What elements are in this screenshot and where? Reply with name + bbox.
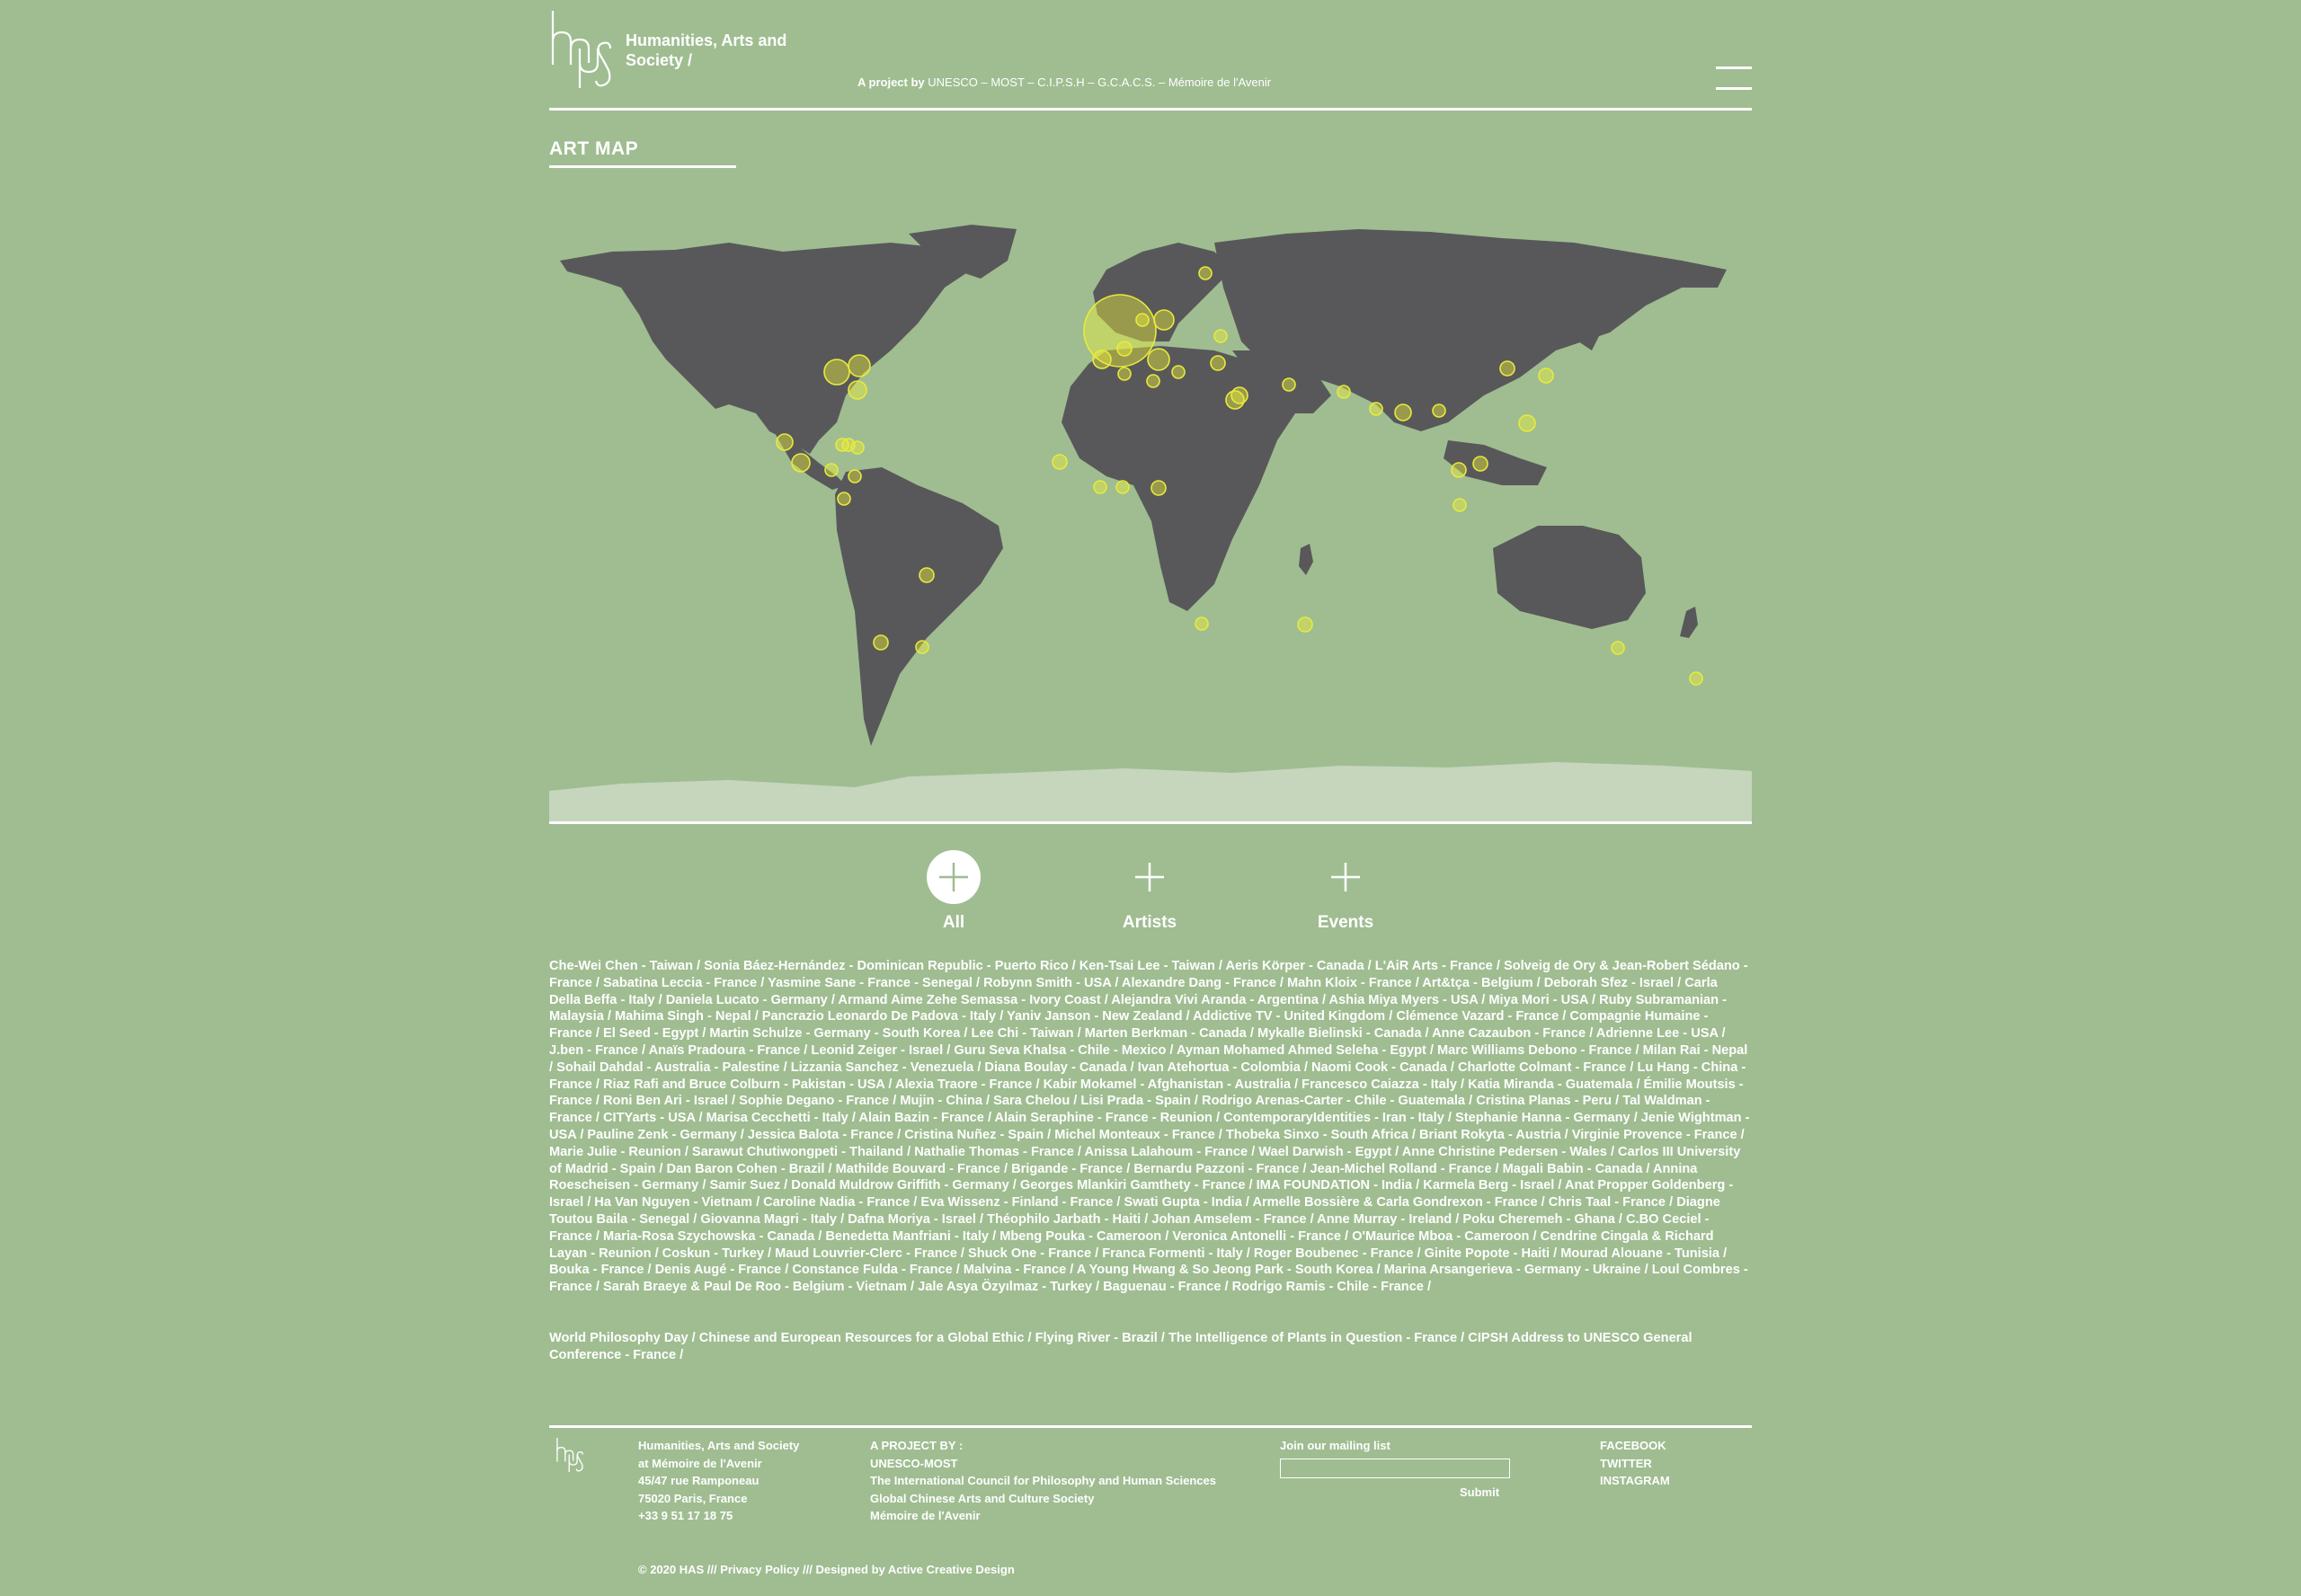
- map-marker[interactable]: [1093, 350, 1111, 368]
- map-marker[interactable]: [1283, 378, 1295, 391]
- filter-all[interactable]: [900, 850, 1008, 933]
- plus-icon: [937, 861, 970, 893]
- madagascar-land: [1299, 544, 1313, 575]
- map-marker[interactable]: [1148, 349, 1169, 370]
- filter-events[interactable]: [1292, 850, 1399, 933]
- project-heading: A PROJECT BY :: [870, 1439, 964, 1452]
- submit-button[interactable]: Submit: [1460, 1485, 1500, 1499]
- map-marker[interactable]: [1539, 368, 1553, 383]
- filter-events-circle: [1319, 850, 1373, 904]
- map-divider: [549, 821, 1752, 824]
- address-line: at Mémoire de l'Avenir: [638, 1456, 762, 1470]
- map-marker[interactable]: [1453, 499, 1466, 511]
- map-marker[interactable]: [1690, 672, 1702, 685]
- map-marker[interactable]: [1298, 617, 1312, 632]
- project-link[interactable]: UNESCO-MOST: [870, 1456, 958, 1470]
- south-america-land: [835, 467, 1003, 746]
- map-marker[interactable]: [848, 381, 866, 399]
- project-link[interactable]: Global Chinese Arts and Culture Society: [870, 1491, 1095, 1505]
- north-america-land: [560, 243, 972, 454]
- project-link[interactable]: The International Council for Philosophy and Human Sciences: [870, 1474, 1216, 1487]
- map-marker[interactable]: [1433, 404, 1445, 417]
- footer-address: [638, 1437, 799, 1525]
- site-footer: [549, 1425, 1752, 1590]
- footer-project: [870, 1437, 1216, 1525]
- map-marker[interactable]: [1452, 463, 1466, 477]
- map-marker[interactable]: [1172, 366, 1185, 378]
- address-line: 75020 Paris, France: [638, 1491, 748, 1505]
- mailing-email-input[interactable]: [1280, 1459, 1510, 1478]
- address-line: Humanities, Arts and Society: [638, 1439, 800, 1452]
- map-marker[interactable]: [1612, 642, 1624, 654]
- mailing-label: Join our mailing list: [1280, 1439, 1390, 1452]
- map-marker[interactable]: [851, 441, 864, 454]
- filter-artists-circle: [1123, 850, 1177, 904]
- menu-bar: [1716, 66, 1752, 69]
- map-marker[interactable]: [792, 454, 810, 472]
- map-marker[interactable]: [848, 355, 870, 377]
- map-marker[interactable]: [1231, 387, 1248, 403]
- map-marker[interactable]: [825, 464, 838, 476]
- map-marker[interactable]: [1154, 310, 1174, 330]
- map-marker[interactable]: [1519, 415, 1535, 431]
- project-link[interactable]: Mémoire de l'Avenir: [870, 1509, 981, 1522]
- events-list[interactable]: World Philosophy Day / Chinese and European Resources for a Global Ethic / Flying River - Brazil / The Intelligence of Plants in Question - France / CIPSH Address to UNESCO General Conference - France /: [549, 1331, 1692, 1362]
- filter-bar: [549, 850, 1752, 940]
- filter-events-label: Events: [1317, 913, 1374, 932]
- map-marker[interactable]: [824, 359, 849, 385]
- filter-all-circle: [927, 850, 981, 904]
- menu-bar: [1716, 87, 1752, 90]
- map-marker[interactable]: [920, 568, 934, 582]
- map-marker[interactable]: [838, 492, 850, 505]
- map-marker[interactable]: [1473, 457, 1488, 471]
- project-partners: UNESCO – MOST – C.I.P.S.H – G.C.A.C.S. – Mémoire de l'Avenir: [928, 75, 1272, 89]
- artists-list[interactable]: Che-Wei Chen - Taiwan / Sonia Báez-Hernández - Dominican Republic - Puerto Rico / Ken-Tsai Lee - Taiwan / Aeris Körper - Canada / L'AiR Arts - France / Solveig de Ory & Jean-Robert Sédano - France / Sabatina Leccia - France / Yasmine Sane - France - Senegal / Robynn Smith - USA / Alexandre Dang - France / Mahn Kloix - France / Art&tça - Belgium / Deborah Sfez - Israel / Carla Della Beffa - Italy / Daniela Lucato - Germany / Armand Aime Zehe Semassa - Ivory Coast / Alejandra Vivi Aranda - Argentina / Ashia Miya Myers - USA / Miya Mori - USA / Ruby Subramanian - Malaysia / Mahima Singh - Nepal / Pancrazio Leonardo De Padova - Italy / Yaniv Janson - New Zealand / Addictive TV - United Kingdom / Clémence Vazard - France / Compagnie Humaine - France / El Seed - Egypt / Martin Schulze - Germany - South Korea / Lee Chi - Taiwan / Marten Berkman - Canada / Mykalle Bielinski - Canada / Anne Cazaubon - France / Adrienne Lee - USA / J.ben - France / Anaïs Pradoura - France / Leonid Zeiger - Israel / Guru Seva Khalsa - Chile - Mexico / Ayman Mohamed Ahmed Seleha - Egypt / Marc Williams Debono - France / Milan Rai - Nepal / Sohail Dahdal - Australia - Palestine / Lizzania Sanchez - Venezuela / Diana Boulay - Canada / Ivan Atehortua - Colombia / Naomi Cook - Canada / Charlotte Colmant - France / Lu Hang - China - France / Riaz Rafi and Bruce Colburn - Pakistan - USA / Alexia Traore - France / Kabir Mokamel - Afghanistan - Australia / Francesco Caiazza - Italy / Katia Miranda - Guatemala / Émilie Moutsis - France / Roni Ben Ari - Israel / Sophie Degano - France / Mujin - China / Sara Chelou / Lisi Prada - Spain / Rodrigo Arenas-Carter - Chile - Guatemala / Cristina Planas - Peru / Tal Waldman - France / CITYarts - USA / Marisa Cecchetti - Italy / Alain Bazin - France / Alain Seraphine - France - Reunion / ContemporaryIdentities - Iran - Italy / Stephanie Hanna - Germany / Jenie Wightman - USA / Pauline Zenk - Germany / Jessica Balota - France / Cristina Nuñez - Spain / Michel Monteaux - France / Thobeka Sinxo - South Africa / Briant Rokyta - Austria / Virginie Provence - France / Marie Julie - Reunion / Sarawut Chutiwongpeti - Thailand / Nathalie Thomas - France / Anissa Lalahoum - France / Wael Darwish - Egypt / Anne Christine Pedersen - Wales / Carlos III University of Madrid - Spain / Dan Baron Cohen - Brazil / Mathilde Bouvard - France / Brigande - France / Bernardu Pazzoni - France / Jean-Michel Rolland - France / Magali Babin - Canada / Annina Roescheisen - Germany / Samir Suez / Donald Muldrow Griffith - Germany / Georges Mlankiri Gamthety - France / IMA FOUNDATION - India / Karmela Berg - Israel / Anat Propper Goldenberg - Israel / Ha Van Nguyen - Vietnam / Caroline Nadia - France / Eva Wissenz - Finland - France / Swati Gupta - India / Armelle Bossière & Carla Gondrexon - France / Chris Taal - France / Diagne Toutou Baila - Senegal / Giovanna Magri - Italy / Dafna Moriya - Israel / Théophilo Jarbath - Haiti / Johan Amselem - France / Anne Murray - Ireland / Poku Cheremeh - Ghana / C.BO Ceciel - France / Maria-Rosa Szychowska - Canada / Benedetta Manfriani - Italy / Mbeng Pouka - Cameroon / Veronica Antonelli - France / O'Maurice Mboa - Cameroon / Cendrine Cingala & Richard Layan - Reunion / Coskun - Turkey / Maud Louvrier-Clerc - France / Shuck One - France / Franca Formenti - Italy / Roger Boubenec - France / Ginite Popote - Haiti / Mourad Alouane - Tunisia / Bouka - France / Denis Augé - France / Constance Fulda - France / Malvina - France / A Young Hwang & So Jeong Park - South Korea / Marina Arsangerieva - Germany - Ukraine / Loul Combres - France / Sarah Braeye & Paul De Roo - Belgium - Vietnam / Jale Asya Özyılmaz - Turkey / Baguenau - France / Rodrigo Ramis - Chile - France /: [549, 959, 1750, 1295]
- map-marker[interactable]: [1136, 314, 1149, 326]
- map-marker[interactable]: [1151, 481, 1166, 495]
- map-marker[interactable]: [1195, 617, 1208, 630]
- map-marker[interactable]: [848, 470, 861, 483]
- map-marker[interactable]: [1116, 481, 1129, 493]
- filter-artists-label: Artists: [1122, 913, 1177, 932]
- copyright[interactable]: © 2020 HAS /// Privacy Policy /// Designed by Active Creative Design: [638, 1563, 1015, 1576]
- map-marker[interactable]: [1094, 481, 1106, 493]
- site-title[interactable]: Humanities, Arts and Society /: [626, 31, 787, 69]
- map-marker[interactable]: [916, 641, 928, 653]
- map-marker[interactable]: [874, 635, 888, 650]
- filter-all-label: All: [942, 913, 965, 932]
- map-marker[interactable]: [1370, 403, 1382, 415]
- map-marker[interactable]: [1118, 368, 1131, 380]
- map-marker[interactable]: [777, 434, 793, 450]
- map-marker[interactable]: [1395, 404, 1411, 421]
- has-logo-icon[interactable]: [549, 9, 617, 90]
- map-marker[interactable]: [1117, 341, 1132, 356]
- new-zealand-land: [1680, 607, 1698, 638]
- australia-land: [1493, 526, 1646, 629]
- twitter-link[interactable]: TWITTER: [1600, 1456, 1652, 1470]
- hamburger-menu-icon[interactable]: [1716, 66, 1752, 90]
- footer-social: [1600, 1437, 1670, 1490]
- filter-artists[interactable]: [1096, 850, 1204, 933]
- map-marker[interactable]: [1211, 356, 1225, 370]
- plus-icon: [1329, 861, 1362, 893]
- map-marker[interactable]: [1214, 330, 1227, 342]
- site-header: [549, 0, 1752, 111]
- antarctica-land: [549, 762, 1752, 823]
- plus-icon: [1133, 861, 1166, 893]
- project-by-line: [857, 75, 1271, 89]
- map-marker[interactable]: [1199, 267, 1212, 279]
- address-line: 45/47 rue Ramponeau: [638, 1474, 760, 1487]
- facebook-link[interactable]: FACEBOOK: [1600, 1439, 1666, 1452]
- world-map[interactable]: [549, 216, 1752, 823]
- map-marker[interactable]: [1147, 375, 1159, 387]
- map-marker[interactable]: [1053, 455, 1067, 469]
- footer-mailing: [1280, 1437, 1510, 1499]
- map-marker[interactable]: [1337, 386, 1350, 398]
- has-logo-small-icon[interactable]: [555, 1437, 587, 1473]
- map-marker[interactable]: [1500, 361, 1515, 376]
- project-prefix: A project by: [857, 75, 925, 89]
- instagram-link[interactable]: INSTAGRAM: [1600, 1474, 1670, 1487]
- page-title: ART MAP: [549, 138, 736, 168]
- phone-number[interactable]: +33 9 51 17 18 75: [638, 1509, 733, 1522]
